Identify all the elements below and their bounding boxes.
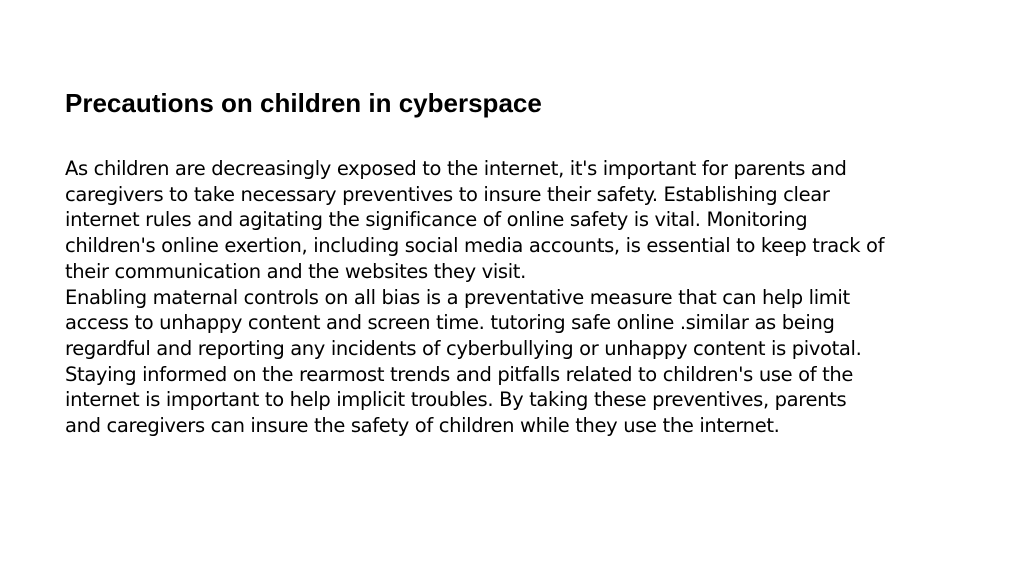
- body-line: internet is important to help implicit troubles. By taking these preventives, parents: [65, 388, 847, 412]
- body-line: internet rules and agitating the significance of online safety is vital. Monitoring: [65, 208, 808, 232]
- slide-body-text: [65, 156, 1005, 439]
- body-line: regardful and reporting any incidents of cyberbullying or unhappy content is pivotal.: [65, 336, 862, 360]
- body-line: caregivers to take necessary preventives to insure their safety. Establishing clear: [65, 182, 830, 206]
- body-line: Staying informed on the rearmost trends and pitfalls related to children's use of the: [65, 362, 854, 386]
- body-line: Enabling maternal controls on all bias is a preventative measure that can help limit: [65, 285, 850, 309]
- body-line: children's online exertion, including social media accounts, is essential to keep track of: [65, 234, 885, 258]
- slide-title: Precautions on children in cyberspace: [65, 88, 542, 118]
- body-line: their communication and the websites they visit.: [65, 259, 526, 283]
- body-line: access to unhappy content and screen time. tutoring safe online .similar as being: [65, 311, 835, 335]
- body-line: and caregivers can insure the safety of children while they use the internet.: [65, 414, 780, 438]
- body-line: As children are decreasingly exposed to the internet, it's important for parents and: [65, 157, 847, 180]
